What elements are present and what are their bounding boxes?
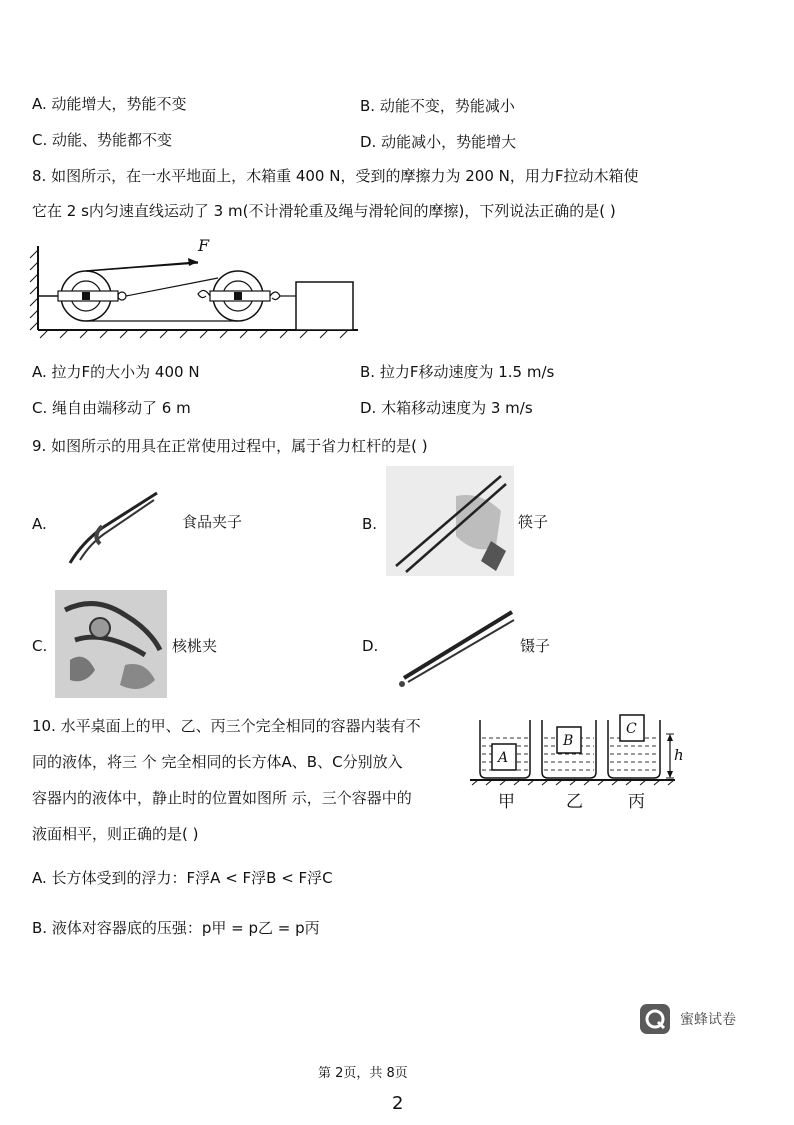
page-info: 第 2页，共 8页 bbox=[318, 1066, 408, 1081]
q8-stem-line2: 它在 2 s内匀速直线运动了 3 m(不计滑轮重及绳与滑轮间的摩擦)，下列说法正确的是( ) bbox=[32, 202, 616, 220]
q8-option-b: B. 拉力F移动速度为 1.5 m/s bbox=[360, 363, 555, 381]
q8-option-c: C. 绳自由端移动了 6 m bbox=[32, 399, 191, 417]
q8-stem-line1: 8. 如图所示，在一水平地面上，木箱重 400 N，受到的摩擦力为 200 N，用力F拉动木箱使 bbox=[32, 167, 639, 185]
q-logo-icon bbox=[640, 1004, 670, 1034]
watermark-logo bbox=[640, 1004, 670, 1034]
q10-stem-line4: 液面相平，则正确的是( ) bbox=[32, 825, 199, 843]
q7-option-b: B. 动能不变，势能减小 bbox=[360, 97, 515, 115]
q9-option-c-name: 核桃夹 bbox=[172, 637, 218, 655]
q9-option-a-name: 食品夹子 bbox=[182, 513, 243, 531]
page-number: 2 bbox=[392, 1093, 404, 1114]
q10-stem-line2: 同的液体，将三 个 完全相同的长方体A、B、C分别放入 bbox=[32, 753, 403, 771]
q10-container-jia: 甲 bbox=[498, 792, 515, 812]
chopsticks-image bbox=[386, 466, 514, 576]
watermark-text: 蜜蜂试卷 bbox=[680, 1012, 736, 1028]
tweezers-image bbox=[392, 608, 517, 693]
q10-stem-line3: 容器内的液体中，静止时的位置如图所 示，三个容器中的 bbox=[32, 789, 412, 807]
q7-option-a: A. 动能增大，势能不变 bbox=[32, 95, 187, 113]
q10-option-b: B. 液体对容器底的压强：p甲 = p乙 = p丙 bbox=[32, 919, 320, 937]
q8-option-d: D. 木箱移动速度为 3 m/s bbox=[360, 399, 533, 417]
q8-option-a: A. 拉力F的大小为 400 N bbox=[32, 363, 200, 381]
q10-block-c-label: C bbox=[626, 721, 637, 737]
nutcracker-image bbox=[55, 590, 167, 698]
q9-stem: 9. 如图所示的用具在正常使用过程中，属于省力杠杆的是( ) bbox=[32, 437, 428, 455]
q10-container-yi: 乙 bbox=[566, 792, 583, 812]
food-tongs-image bbox=[62, 488, 162, 568]
q9-option-b-name: 筷子 bbox=[518, 513, 549, 531]
q7-option-c: C. 动能、势能都不变 bbox=[32, 131, 173, 149]
q10-block-b-label: B bbox=[563, 733, 574, 749]
q9-option-a-letter: A. bbox=[32, 515, 47, 533]
q9-option-c-letter: C. bbox=[32, 637, 48, 655]
q8-force-label: F bbox=[198, 236, 210, 255]
q9-option-b-letter: B. bbox=[362, 515, 378, 533]
q7-option-d: D. 动能减小，势能增大 bbox=[360, 133, 517, 151]
q10-option-a: A. 长方体受到的浮力：F浮A < F浮B < F浮C bbox=[32, 869, 333, 887]
q10-height-label: h bbox=[674, 746, 684, 764]
q10-stem-line1: 10. 水平桌面上的甲、乙、丙三个完全相同的容器内装有不 bbox=[32, 717, 421, 735]
q10-container-bing: 丙 bbox=[628, 792, 645, 812]
q9-option-d-name: 镊子 bbox=[520, 637, 551, 655]
q9-option-d-letter: D. bbox=[362, 637, 379, 655]
q10-block-a-label: A bbox=[498, 750, 509, 766]
